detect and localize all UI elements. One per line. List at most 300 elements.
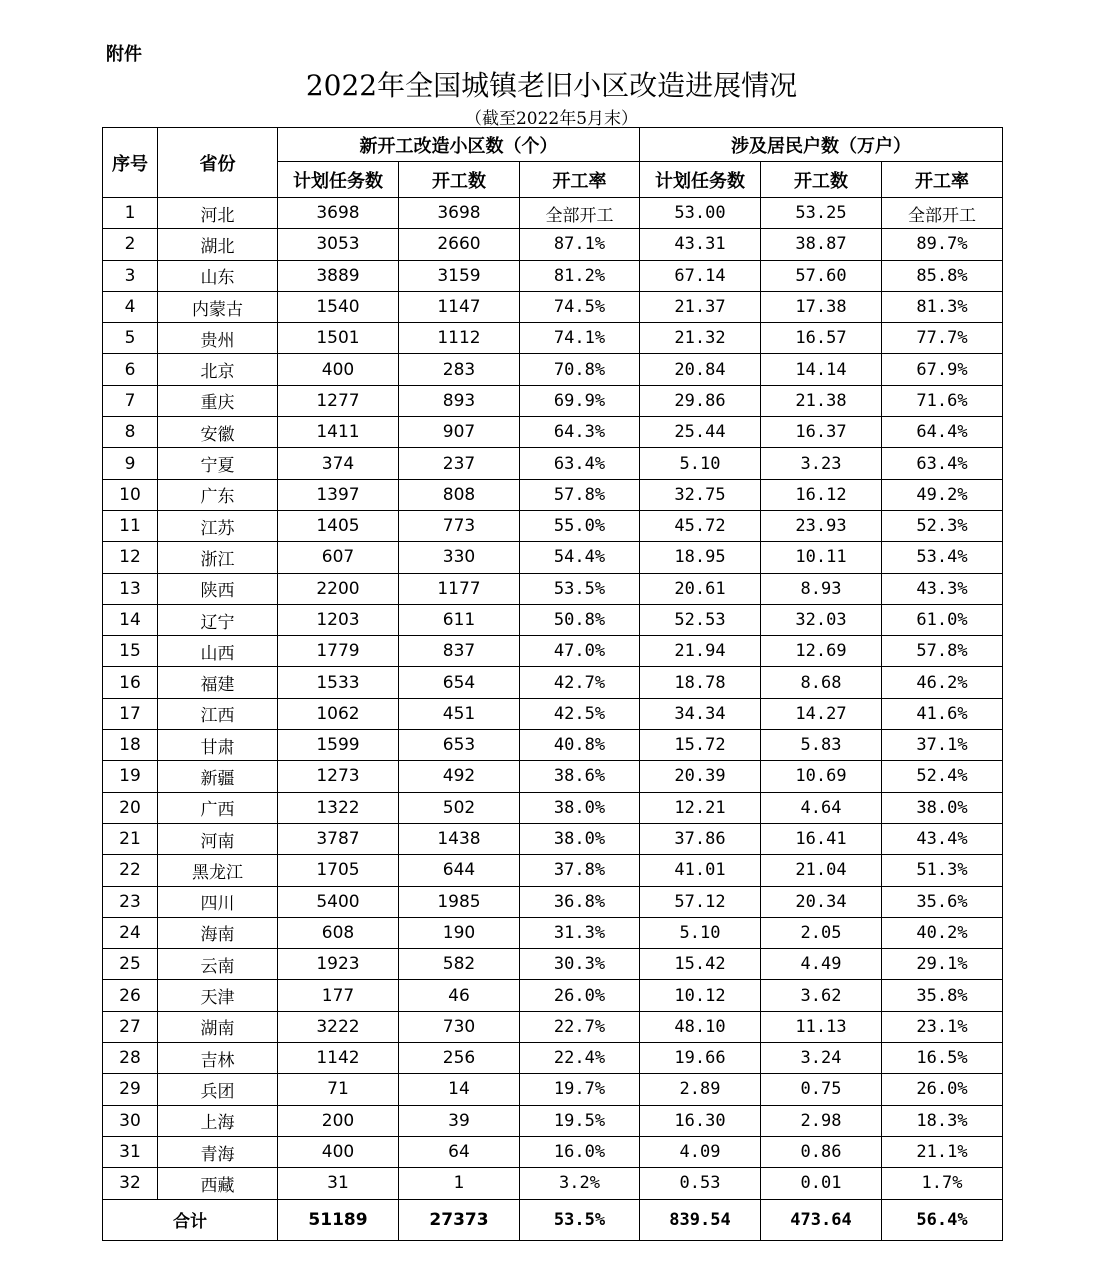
cell-communities-rate: 53.5% [520,573,640,604]
cell-communities-started: 1438 [399,823,520,854]
cell-communities-plan: 400 [278,354,399,385]
cell-households-plan: 34.34 [640,698,761,729]
cell-communities-started: 283 [399,354,520,385]
cell-seq: 21 [103,823,158,854]
cell-households-started: 3.24 [761,1043,882,1074]
table-row [103,1136,1003,1167]
cell-communities-rate: 87.1% [520,229,640,260]
cell-province: 江苏 [158,510,278,541]
cell-communities-rate: 40.8% [520,730,640,761]
cell-households-plan: 0.53 [640,1168,761,1199]
attachment-label: 附件 [106,44,142,65]
cell-households-rate: 67.9% [882,354,1003,385]
table-row [103,198,1003,229]
cell-households-started: 17.38 [761,291,882,322]
cell-communities-rate: 37.8% [520,855,640,886]
cell-households-rate: 43.3% [882,573,1003,604]
table-row [103,792,1003,823]
cell-province: 浙江 [158,542,278,573]
cell-communities-plan: 1322 [278,792,399,823]
cell-households-rate: 71.6% [882,385,1003,416]
cell-seq: 4 [103,291,158,322]
cell-province: 江西 [158,698,278,729]
cell-communities-rate: 74.5% [520,291,640,322]
cell-communities-started: 1985 [399,886,520,917]
cell-households-started: 2.05 [761,917,882,948]
cell-households-plan: 20.61 [640,573,761,604]
table-row [103,1043,1003,1074]
cell-households-rate: 51.3% [882,855,1003,886]
cell-communities-plan: 1062 [278,698,399,729]
cell-households-rate: 63.4% [882,448,1003,479]
cell-province: 河北 [158,198,278,229]
table-row [103,260,1003,291]
table-row [103,823,1003,854]
cell-communities-started: 451 [399,698,520,729]
cell-households-started: 21.04 [761,855,882,886]
cell-communities-rate: 26.0% [520,980,640,1011]
header-seq: 序号 [103,128,158,198]
table-row [103,949,1003,980]
cell-communities-plan: 374 [278,448,399,479]
cell-province: 福建 [158,667,278,698]
cell-seq: 10 [103,479,158,510]
cell-households-plan: 48.10 [640,1011,761,1042]
cell-communities-plan: 3698 [278,198,399,229]
cell-communities-rate: 22.7% [520,1011,640,1042]
cell-seq: 8 [103,417,158,448]
cell-communities-rate: 36.8% [520,886,640,917]
cell-seq: 32 [103,1168,158,1199]
cell-province: 广东 [158,479,278,510]
table-row [103,417,1003,448]
cell-province: 天津 [158,980,278,1011]
cell-households-rate: 57.8% [882,636,1003,667]
cell-province: 山东 [158,260,278,291]
cell-communities-started: 644 [399,855,520,886]
cell-households-plan: 29.86 [640,385,761,416]
cell-households-plan: 43.31 [640,229,761,260]
cell-communities-plan: 177 [278,980,399,1011]
cell-households-plan: 5.10 [640,917,761,948]
cell-communities-rate: 63.4% [520,448,640,479]
cell-seq: 19 [103,761,158,792]
cell-communities-started: 64 [399,1136,520,1167]
cell-communities-rate: 38.6% [520,761,640,792]
cell-seq: 5 [103,323,158,354]
cell-communities-plan: 3787 [278,823,399,854]
cell-communities-rate: 38.0% [520,823,640,854]
cell-households-rate: 21.1% [882,1136,1003,1167]
cell-communities-plan: 31 [278,1168,399,1199]
cell-seq: 11 [103,510,158,541]
cell-households-rate: 26.0% [882,1074,1003,1105]
cell-communities-plan: 1411 [278,417,399,448]
cell-households-plan: 21.37 [640,291,761,322]
cell-households-started: 16.57 [761,323,882,354]
cell-communities-started: 654 [399,667,520,698]
cell-households-started: 16.12 [761,479,882,510]
cell-communities-plan: 1599 [278,730,399,761]
cell-households-plan: 18.95 [640,542,761,573]
cell-households-rate: 41.6% [882,698,1003,729]
cell-communities-plan: 3053 [278,229,399,260]
cell-communities-plan: 3222 [278,1011,399,1042]
cell-seq: 29 [103,1074,158,1105]
cell-seq: 17 [103,698,158,729]
cell-communities-rate: 64.3% [520,417,640,448]
table-row [103,1168,1003,1199]
cell-province: 吉林 [158,1043,278,1074]
cell-households-started: 0.86 [761,1136,882,1167]
cell-communities-rate: 70.8% [520,354,640,385]
cell-households-rate: 81.3% [882,291,1003,322]
total-communities-started: 27373 [399,1199,520,1240]
cell-households-rate: 35.6% [882,886,1003,917]
cell-province: 陕西 [158,573,278,604]
cell-communities-started: 1112 [399,323,520,354]
table-row [103,510,1003,541]
cell-households-plan: 25.44 [640,417,761,448]
cell-communities-started: 653 [399,730,520,761]
cell-province: 辽宁 [158,604,278,635]
table-row [103,980,1003,1011]
cell-province: 湖北 [158,229,278,260]
cell-households-rate: 40.2% [882,917,1003,948]
table-row [103,886,1003,917]
cell-communities-rate: 42.5% [520,698,640,729]
cell-households-started: 10.11 [761,542,882,573]
cell-communities-rate: 69.9% [520,385,640,416]
cell-households-plan: 2.89 [640,1074,761,1105]
table-row [103,636,1003,667]
table-row [103,385,1003,416]
total-households-rate: 56.4% [882,1199,1003,1240]
cell-households-rate: 53.4% [882,542,1003,573]
cell-communities-plan: 607 [278,542,399,573]
cell-households-started: 8.93 [761,573,882,604]
cell-seq: 1 [103,198,158,229]
cell-households-plan: 52.53 [640,604,761,635]
cell-province: 甘肃 [158,730,278,761]
cell-communities-rate: 38.0% [520,792,640,823]
cell-communities-started: 1177 [399,573,520,604]
cell-communities-started: 1147 [399,291,520,322]
cell-communities-started: 3698 [399,198,520,229]
cell-communities-plan: 1273 [278,761,399,792]
table-row [103,542,1003,573]
cell-province: 内蒙古 [158,291,278,322]
cell-communities-rate: 42.7% [520,667,640,698]
cell-communities-plan: 1203 [278,604,399,635]
cell-seq: 15 [103,636,158,667]
cell-households-started: 11.13 [761,1011,882,1042]
cell-communities-plan: 1779 [278,636,399,667]
cell-province: 重庆 [158,385,278,416]
table-row [103,1105,1003,1136]
cell-households-rate: 85.8% [882,260,1003,291]
cell-communities-started: 730 [399,1011,520,1042]
cell-communities-started: 808 [399,479,520,510]
cell-households-plan: 45.72 [640,510,761,541]
table-row [103,698,1003,729]
cell-households-rate: 38.0% [882,792,1003,823]
table-row [103,855,1003,886]
cell-seq: 20 [103,792,158,823]
cell-province: 兵团 [158,1074,278,1105]
progress-table [102,127,1003,1241]
cell-households-started: 57.60 [761,260,882,291]
cell-households-plan: 53.00 [640,198,761,229]
cell-communities-rate: 81.2% [520,260,640,291]
cell-province: 河南 [158,823,278,854]
cell-communities-started: 582 [399,949,520,980]
cell-communities-plan: 1405 [278,510,399,541]
cell-households-plan: 67.14 [640,260,761,291]
header-group-communities: 新开工改造小区数（个） [278,128,640,162]
cell-communities-plan: 71 [278,1074,399,1105]
cell-communities-started: 2660 [399,229,520,260]
table-row [103,573,1003,604]
cell-seq: 16 [103,667,158,698]
cell-communities-plan: 3889 [278,260,399,291]
cell-communities-rate: 22.4% [520,1043,640,1074]
table-row [103,1074,1003,1105]
cell-households-rate: 49.2% [882,479,1003,510]
cell-households-rate: 46.2% [882,667,1003,698]
cell-households-rate: 16.5% [882,1043,1003,1074]
cell-province: 黑龙江 [158,855,278,886]
cell-communities-rate: 74.1% [520,323,640,354]
cell-households-rate: 89.7% [882,229,1003,260]
cell-seq: 24 [103,917,158,948]
cell-households-started: 2.98 [761,1105,882,1136]
cell-households-started: 23.93 [761,510,882,541]
cell-seq: 2 [103,229,158,260]
cell-communities-started: 237 [399,448,520,479]
cell-communities-started: 14 [399,1074,520,1105]
cell-communities-rate: 47.0% [520,636,640,667]
cell-households-plan: 15.72 [640,730,761,761]
cell-seq: 12 [103,542,158,573]
cell-communities-plan: 1705 [278,855,399,886]
cell-communities-plan: 1501 [278,323,399,354]
table-row [103,667,1003,698]
total-communities-plan: 51189 [278,1199,399,1240]
table-row [103,323,1003,354]
cell-province: 宁夏 [158,448,278,479]
cell-communities-rate: 50.8% [520,604,640,635]
cell-communities-plan: 1923 [278,949,399,980]
cell-households-started: 14.14 [761,354,882,385]
total-row [103,1199,1003,1240]
cell-communities-started: 3159 [399,260,520,291]
cell-households-rate: 61.0% [882,604,1003,635]
cell-communities-rate: 55.0% [520,510,640,541]
cell-seq: 18 [103,730,158,761]
cell-households-started: 14.27 [761,698,882,729]
cell-seq: 14 [103,604,158,635]
cell-communities-started: 773 [399,510,520,541]
cell-households-plan: 12.21 [640,792,761,823]
cell-province: 云南 [158,949,278,980]
cell-households-rate: 52.4% [882,761,1003,792]
cell-households-rate: 全部开工 [882,198,1003,229]
cell-households-started: 0.75 [761,1074,882,1105]
total-communities-rate: 53.5% [520,1199,640,1240]
cell-communities-plan: 200 [278,1105,399,1136]
table-row [103,917,1003,948]
cell-households-started: 32.03 [761,604,882,635]
cell-communities-started: 1 [399,1168,520,1199]
cell-communities-plan: 1142 [278,1043,399,1074]
table-row [103,448,1003,479]
cell-households-plan: 32.75 [640,479,761,510]
table-row [103,1011,1003,1042]
cell-households-started: 20.34 [761,886,882,917]
cell-households-plan: 4.09 [640,1136,761,1167]
cell-communities-rate: 19.5% [520,1105,640,1136]
page-title: 2022年全国城镇老旧小区改造进展情况 [305,69,798,102]
cell-communities-started: 837 [399,636,520,667]
cell-seq: 13 [103,573,158,604]
cell-communities-plan: 2200 [278,573,399,604]
table-body [103,198,1003,1200]
total-households-plan: 839.54 [640,1199,761,1240]
cell-communities-rate: 3.2% [520,1168,640,1199]
cell-communities-started: 190 [399,917,520,948]
cell-seq: 26 [103,980,158,1011]
cell-communities-started: 502 [399,792,520,823]
cell-seq: 22 [103,855,158,886]
header-households-started: 开工数 [761,162,882,198]
header-communities-rate: 开工率 [520,162,640,198]
cell-households-started: 53.25 [761,198,882,229]
cell-seq: 25 [103,949,158,980]
table-row [103,730,1003,761]
total-label: 合计 [103,1199,278,1240]
cell-households-plan: 41.01 [640,855,761,886]
cell-communities-rate: 全部开工 [520,198,640,229]
header-group-households: 涉及居民户数（万户） [640,128,1003,162]
cell-households-started: 38.87 [761,229,882,260]
cell-households-plan: 21.94 [640,636,761,667]
cell-communities-rate: 57.8% [520,479,640,510]
cell-households-started: 16.37 [761,417,882,448]
cell-seq: 6 [103,354,158,385]
cell-households-plan: 15.42 [640,949,761,980]
cell-households-rate: 77.7% [882,323,1003,354]
cell-households-plan: 5.10 [640,448,761,479]
cell-province: 贵州 [158,323,278,354]
cell-province: 四川 [158,886,278,917]
cell-province: 山西 [158,636,278,667]
cell-households-plan: 10.12 [640,980,761,1011]
cell-seq: 9 [103,448,158,479]
cell-communities-started: 330 [399,542,520,573]
header-households-plan: 计划任务数 [640,162,761,198]
cell-households-plan: 20.84 [640,354,761,385]
cell-seq: 27 [103,1011,158,1042]
cell-communities-started: 46 [399,980,520,1011]
table-row [103,229,1003,260]
cell-households-rate: 43.4% [882,823,1003,854]
cell-province: 新疆 [158,761,278,792]
cell-communities-started: 893 [399,385,520,416]
cell-communities-started: 39 [399,1105,520,1136]
cell-seq: 3 [103,260,158,291]
header-households-rate: 开工率 [882,162,1003,198]
cell-province: 湖南 [158,1011,278,1042]
cell-households-rate: 64.4% [882,417,1003,448]
table-row [103,604,1003,635]
cell-households-plan: 57.12 [640,886,761,917]
cell-communities-rate: 19.7% [520,1074,640,1105]
cell-communities-started: 492 [399,761,520,792]
cell-households-rate: 29.1% [882,949,1003,980]
cell-households-started: 8.68 [761,667,882,698]
table-row [103,291,1003,322]
cell-province: 北京 [158,354,278,385]
table-row [103,479,1003,510]
cell-communities-plan: 608 [278,917,399,948]
cell-households-started: 4.49 [761,949,882,980]
cell-households-plan: 21.32 [640,323,761,354]
cell-households-plan: 18.78 [640,667,761,698]
header-communities-started: 开工数 [399,162,520,198]
cell-communities-started: 256 [399,1043,520,1074]
cell-communities-started: 907 [399,417,520,448]
cell-households-rate: 18.3% [882,1105,1003,1136]
cell-communities-started: 611 [399,604,520,635]
cell-communities-rate: 16.0% [520,1136,640,1167]
cell-province: 青海 [158,1136,278,1167]
cell-province: 海南 [158,917,278,948]
cell-households-plan: 16.30 [640,1105,761,1136]
cell-households-started: 12.69 [761,636,882,667]
cell-households-started: 0.01 [761,1168,882,1199]
cell-households-plan: 20.39 [640,761,761,792]
cell-seq: 28 [103,1043,158,1074]
cell-seq: 23 [103,886,158,917]
cell-seq: 31 [103,1136,158,1167]
table-row [103,354,1003,385]
total-households-started: 473.64 [761,1199,882,1240]
cell-households-rate: 52.3% [882,510,1003,541]
cell-communities-rate: 30.3% [520,949,640,980]
cell-seq: 7 [103,385,158,416]
cell-households-started: 4.64 [761,792,882,823]
cell-households-rate: 23.1% [882,1011,1003,1042]
cell-households-rate: 35.8% [882,980,1003,1011]
cell-households-plan: 37.86 [640,823,761,854]
cell-households-started: 3.62 [761,980,882,1011]
cell-households-started: 10.69 [761,761,882,792]
cell-province: 安徽 [158,417,278,448]
cell-households-started: 16.41 [761,823,882,854]
cell-communities-rate: 31.3% [520,917,640,948]
cell-province: 上海 [158,1105,278,1136]
cell-communities-rate: 54.4% [520,542,640,573]
cell-communities-plan: 1533 [278,667,399,698]
cell-households-started: 3.23 [761,448,882,479]
cell-communities-plan: 1540 [278,291,399,322]
cell-households-rate: 37.1% [882,730,1003,761]
cell-households-started: 5.83 [761,730,882,761]
table-row [103,761,1003,792]
cell-communities-plan: 400 [278,1136,399,1167]
header-communities-plan: 计划任务数 [278,162,399,198]
